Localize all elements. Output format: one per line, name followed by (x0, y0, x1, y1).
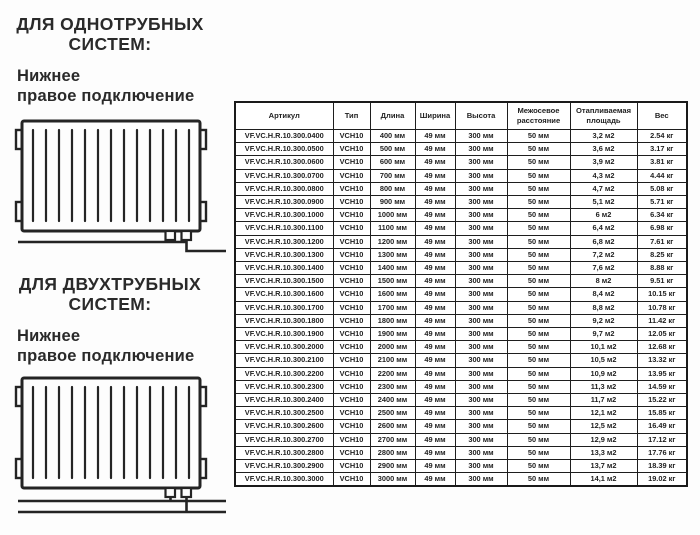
table-row (235, 156, 687, 169)
table-cell: 2500 мм (370, 407, 415, 420)
table-cell: 50 мм (507, 354, 570, 367)
table-cell: 8,8 м2 (570, 301, 637, 314)
table-cell: VF.VC.H.R.10.300.2900 (235, 460, 333, 473)
table-cell: 10,9 м2 (570, 367, 637, 380)
table-cell: 13.32 кг (637, 354, 687, 367)
table-cell: 1300 мм (370, 248, 415, 261)
table-cell: 49 мм (415, 394, 455, 407)
table-cell: VCH10 (333, 433, 370, 446)
table-cell: 6.34 кг (637, 209, 687, 222)
table-row (235, 248, 687, 261)
table-cell: 3.17 кг (637, 143, 687, 156)
table-cell: 300 мм (455, 130, 507, 143)
single-pipe-subtitle (17, 66, 217, 106)
table-cell: VF.VC.H.R.10.300.2300 (235, 380, 333, 393)
table-cell: 50 мм (507, 301, 570, 314)
table-cell: 3000 мм (370, 473, 415, 487)
table-cell: 9,7 м2 (570, 328, 637, 341)
table-row (235, 143, 687, 156)
table-cell: VF.VC.H.R.10.300.1800 (235, 314, 333, 327)
table-cell: VCH10 (333, 182, 370, 195)
table-cell: 7,2 м2 (570, 248, 637, 261)
table-cell: 3.81 кг (637, 156, 687, 169)
table-cell: 300 мм (455, 473, 507, 487)
radiator-diagram-double-pipe (0, 373, 232, 525)
table-cell: VCH10 (333, 460, 370, 473)
table-cell: 300 мм (455, 367, 507, 380)
table-cell: 49 мм (415, 473, 455, 487)
table-cell: 4,7 м2 (570, 182, 637, 195)
table-cell: 300 мм (455, 341, 507, 354)
table-cell: 49 мм (415, 407, 455, 420)
table-cell: 300 мм (455, 143, 507, 156)
table-cell: 49 мм (415, 143, 455, 156)
table-cell: 400 мм (370, 130, 415, 143)
table-cell: VF.VC.H.R.10.300.2600 (235, 420, 333, 433)
table-cell: 300 мм (455, 394, 507, 407)
table-row (235, 341, 687, 354)
table-cell: VF.VC.H.R.10.300.2100 (235, 354, 333, 367)
table-cell: 300 мм (455, 301, 507, 314)
table-cell: 13,3 м2 (570, 446, 637, 459)
table-cell: 18.39 кг (637, 460, 687, 473)
table-cell: 1200 мм (370, 235, 415, 248)
table-cell: 49 мм (415, 380, 455, 393)
table-cell: 600 мм (370, 156, 415, 169)
table-cell: 14,1 м2 (570, 473, 637, 487)
table-cell: 5,1 м2 (570, 196, 637, 209)
table-cell: 50 мм (507, 380, 570, 393)
table-cell: 300 мм (455, 182, 507, 195)
table-cell: 1800 мм (370, 314, 415, 327)
single-pipe-subtitle-line1: Нижнее (17, 67, 81, 85)
table-cell: 7,6 м2 (570, 262, 637, 275)
table-cell: 50 мм (507, 169, 570, 182)
column-header: Ширина (415, 102, 455, 130)
single-pipe-title (5, 14, 215, 54)
table-cell: 50 мм (507, 235, 570, 248)
table-cell: VCH10 (333, 341, 370, 354)
table-row (235, 420, 687, 433)
table-cell: 9,2 м2 (570, 314, 637, 327)
table-cell: 1100 мм (370, 222, 415, 235)
table-cell: 50 мм (507, 143, 570, 156)
table-cell: 12.68 кг (637, 341, 687, 354)
table-cell: 49 мм (415, 301, 455, 314)
table-cell: 300 мм (455, 196, 507, 209)
table-cell: 50 мм (507, 328, 570, 341)
table-cell: 2700 мм (370, 433, 415, 446)
table-cell: 49 мм (415, 328, 455, 341)
table-cell: 17.76 кг (637, 446, 687, 459)
spec-table-head-row (235, 102, 687, 130)
table-cell: 15.22 кг (637, 394, 687, 407)
table-cell: VCH10 (333, 328, 370, 341)
table-row (235, 433, 687, 446)
table-cell: 49 мм (415, 156, 455, 169)
table-cell: VF.VC.H.R.10.300.0500 (235, 143, 333, 156)
double-pipe-subtitle (17, 326, 217, 366)
table-cell: VF.VC.H.R.10.300.1200 (235, 235, 333, 248)
table-cell: VF.VC.H.R.10.300.2000 (235, 341, 333, 354)
table-cell: 300 мм (455, 248, 507, 261)
table-cell: VCH10 (333, 169, 370, 182)
table-cell: 300 мм (455, 433, 507, 446)
table-cell: 17.12 кг (637, 433, 687, 446)
spec-table-body (235, 130, 687, 487)
table-cell: 49 мм (415, 433, 455, 446)
table-cell: VF.VC.H.R.10.300.1500 (235, 275, 333, 288)
table-cell: VF.VC.H.R.10.300.2800 (235, 446, 333, 459)
connection-stub (182, 488, 192, 497)
table-cell: 300 мм (455, 446, 507, 459)
table-cell: 2400 мм (370, 394, 415, 407)
table-cell: 8 м2 (570, 275, 637, 288)
table-cell: VCH10 (333, 446, 370, 459)
table-cell: 9.51 кг (637, 275, 687, 288)
table-cell: 300 мм (455, 222, 507, 235)
table-row (235, 209, 687, 222)
double-pipe-subtitle-line1: Нижнее (17, 327, 81, 345)
table-cell: VCH10 (333, 301, 370, 314)
table-cell: 2000 мм (370, 341, 415, 354)
table-cell: VCH10 (333, 394, 370, 407)
single-pipe-title-line1: ДЛЯ ОДНОТРУБНЫХ (16, 14, 204, 34)
table-cell: VCH10 (333, 209, 370, 222)
table-cell: VF.VC.H.R.10.300.2500 (235, 407, 333, 420)
table-cell: VCH10 (333, 367, 370, 380)
table-cell: 50 мм (507, 314, 570, 327)
table-cell: 50 мм (507, 222, 570, 235)
table-cell: 7.61 кг (637, 235, 687, 248)
table-cell: VCH10 (333, 380, 370, 393)
table-cell: 6.98 кг (637, 222, 687, 235)
table-cell: VF.VC.H.R.10.300.1900 (235, 328, 333, 341)
table-cell: 2600 мм (370, 420, 415, 433)
table-cell: VCH10 (333, 156, 370, 169)
table-cell: VF.VC.H.R.10.300.0900 (235, 196, 333, 209)
column-header: Длина (370, 102, 415, 130)
table-cell: 4,3 м2 (570, 169, 637, 182)
table-cell: 11.42 кг (637, 314, 687, 327)
table-cell: 49 мм (415, 354, 455, 367)
table-cell: 49 мм (415, 130, 455, 143)
table-cell: 14.59 кг (637, 380, 687, 393)
table-cell: 900 мм (370, 196, 415, 209)
table-cell: VCH10 (333, 235, 370, 248)
table-cell: 50 мм (507, 248, 570, 261)
table-cell: 50 мм (507, 341, 570, 354)
table-cell: 50 мм (507, 460, 570, 473)
table-cell: 12,1 м2 (570, 407, 637, 420)
table-cell: 300 мм (455, 328, 507, 341)
table-cell: 2200 мм (370, 367, 415, 380)
table-cell: 2.54 кг (637, 130, 687, 143)
table-cell: 50 мм (507, 262, 570, 275)
table-cell: VF.VC.H.R.10.300.1000 (235, 209, 333, 222)
table-cell: 8.88 кг (637, 262, 687, 275)
table-cell: 800 мм (370, 182, 415, 195)
table-cell: 50 мм (507, 288, 570, 301)
table-cell: 50 мм (507, 130, 570, 143)
table-cell: 50 мм (507, 367, 570, 380)
table-cell: 13.95 кг (637, 367, 687, 380)
table-cell: 10.78 кг (637, 301, 687, 314)
table-cell: VCH10 (333, 314, 370, 327)
table-cell: VF.VC.H.R.10.300.1400 (235, 262, 333, 275)
table-cell: 49 мм (415, 275, 455, 288)
table-cell: VCH10 (333, 196, 370, 209)
table-cell: VF.VC.H.R.10.300.2700 (235, 433, 333, 446)
table-cell: 1600 мм (370, 288, 415, 301)
table-cell: VF.VC.H.R.10.300.0800 (235, 182, 333, 195)
table-cell: 15.85 кг (637, 407, 687, 420)
table-row (235, 394, 687, 407)
table-cell: 300 мм (455, 209, 507, 222)
table-cell: 6,4 м2 (570, 222, 637, 235)
table-cell: 50 мм (507, 209, 570, 222)
table-cell: 50 мм (507, 446, 570, 459)
table-cell: 49 мм (415, 196, 455, 209)
table-cell: VF.VC.H.R.10.300.0400 (235, 130, 333, 143)
table-cell: 50 мм (507, 182, 570, 195)
connection-stub (182, 231, 192, 240)
table-cell: 49 мм (415, 314, 455, 327)
table-cell: 300 мм (455, 235, 507, 248)
table-cell: 1500 мм (370, 275, 415, 288)
table-cell: 1900 мм (370, 328, 415, 341)
table-cell: VF.VC.H.R.10.300.1700 (235, 301, 333, 314)
table-cell: 300 мм (455, 460, 507, 473)
table-cell: VF.VC.H.R.10.300.3000 (235, 473, 333, 487)
table-cell: 12,9 м2 (570, 433, 637, 446)
table-cell: 2300 мм (370, 380, 415, 393)
table-cell: 50 мм (507, 275, 570, 288)
table-cell: 3,6 м2 (570, 143, 637, 156)
table-cell: VF.VC.H.R.10.300.2200 (235, 367, 333, 380)
table-cell: VCH10 (333, 130, 370, 143)
table-cell: VCH10 (333, 248, 370, 261)
table-cell: 49 мм (415, 341, 455, 354)
table-cell: 49 мм (415, 367, 455, 380)
column-header: Артикул (235, 102, 333, 130)
table-cell: VCH10 (333, 262, 370, 275)
table-cell: 49 мм (415, 209, 455, 222)
table-cell: 13,7 м2 (570, 460, 637, 473)
table-cell: 300 мм (455, 420, 507, 433)
connection-stub (166, 488, 176, 497)
table-cell: 300 мм (455, 314, 507, 327)
table-cell: 500 мм (370, 143, 415, 156)
table-row (235, 130, 687, 143)
table-cell: VF.VC.H.R.10.300.1100 (235, 222, 333, 235)
table-cell: 6,8 м2 (570, 235, 637, 248)
table-row (235, 235, 687, 248)
table-cell: 300 мм (455, 288, 507, 301)
table-cell: VCH10 (333, 354, 370, 367)
spec-table-container (234, 101, 688, 487)
table-row (235, 169, 687, 182)
radiator-diagram-single-pipe (0, 116, 232, 264)
table-row (235, 328, 687, 341)
table-row (235, 460, 687, 473)
table-cell: 300 мм (455, 354, 507, 367)
table-cell: 300 мм (455, 156, 507, 169)
table-cell: 12,5 м2 (570, 420, 637, 433)
table-cell: 49 мм (415, 222, 455, 235)
double-pipe-subtitle-line2: правое подключение (17, 347, 195, 365)
table-cell: VF.VC.H.R.10.300.1300 (235, 248, 333, 261)
table-row (235, 446, 687, 459)
table-cell: 10.15 кг (637, 288, 687, 301)
table-cell: VCH10 (333, 420, 370, 433)
table-cell: 1700 мм (370, 301, 415, 314)
table-cell: 10,5 м2 (570, 354, 637, 367)
single-pipe-subtitle-line2: правое подключение (17, 87, 195, 105)
double-pipe-title-line2: СИСТЕМ: (68, 294, 152, 314)
table-cell: 5.71 кг (637, 196, 687, 209)
table-cell: 5.08 кг (637, 182, 687, 195)
double-pipe-title (5, 274, 215, 314)
table-cell: 50 мм (507, 196, 570, 209)
table-cell: 50 мм (507, 473, 570, 487)
table-row (235, 222, 687, 235)
table-cell: VCH10 (333, 222, 370, 235)
table-cell: 50 мм (507, 407, 570, 420)
table-row (235, 288, 687, 301)
table-cell: 50 мм (507, 420, 570, 433)
pipe-line (18, 242, 226, 251)
table-cell: 16.49 кг (637, 420, 687, 433)
table-row (235, 354, 687, 367)
table-cell: 49 мм (415, 169, 455, 182)
column-header: Вес (637, 102, 687, 130)
single-pipe-title-line2: СИСТЕМ: (68, 34, 152, 54)
table-cell: VF.VC.H.R.10.300.2400 (235, 394, 333, 407)
table-cell: 12.05 кг (637, 328, 687, 341)
table-cell: 19.02 кг (637, 473, 687, 487)
table-row (235, 301, 687, 314)
table-cell: 3,2 м2 (570, 130, 637, 143)
connection-stub (166, 231, 176, 240)
table-row (235, 182, 687, 195)
table-cell: 10,1 м2 (570, 341, 637, 354)
table-cell: 49 мм (415, 460, 455, 473)
table-row (235, 314, 687, 327)
table-cell: 700 мм (370, 169, 415, 182)
table-cell: 49 мм (415, 446, 455, 459)
table-cell: 11,3 м2 (570, 380, 637, 393)
table-row (235, 367, 687, 380)
column-header: Отапливаемая площадь (570, 102, 637, 130)
table-cell: VF.VC.H.R.10.300.0600 (235, 156, 333, 169)
table-cell: 49 мм (415, 420, 455, 433)
table-row (235, 473, 687, 487)
table-cell: 1400 мм (370, 262, 415, 275)
table-cell: VF.VC.H.R.10.300.1600 (235, 288, 333, 301)
double-pipe-title-line1: ДЛЯ ДВУХТРУБНЫХ (18, 274, 202, 294)
table-cell: 49 мм (415, 235, 455, 248)
table-cell: 50 мм (507, 156, 570, 169)
table-cell: VF.VC.H.R.10.300.0700 (235, 169, 333, 182)
table-cell: 2100 мм (370, 354, 415, 367)
table-cell: 4.44 кг (637, 169, 687, 182)
table-cell: 300 мм (455, 407, 507, 420)
table-cell: 6 м2 (570, 209, 637, 222)
column-header: Высота (455, 102, 507, 130)
table-cell: VCH10 (333, 473, 370, 487)
table-cell: 8.25 кг (637, 248, 687, 261)
diagram-panel (0, 0, 232, 535)
table-cell: 50 мм (507, 394, 570, 407)
table-cell: 49 мм (415, 182, 455, 195)
table-cell: VCH10 (333, 288, 370, 301)
table-cell: 49 мм (415, 262, 455, 275)
table-cell: 8,4 м2 (570, 288, 637, 301)
table-cell: 2900 мм (370, 460, 415, 473)
table-row (235, 407, 687, 420)
table-row (235, 196, 687, 209)
table-cell: VCH10 (333, 407, 370, 420)
table-cell: 49 мм (415, 248, 455, 261)
table-row (235, 262, 687, 275)
table-cell: 300 мм (455, 262, 507, 275)
table-cell: 1000 мм (370, 209, 415, 222)
table-cell: 11,7 м2 (570, 394, 637, 407)
column-header: Межосевое расстояние (507, 102, 570, 130)
column-header: Тип (333, 102, 370, 130)
table-cell: 2800 мм (370, 446, 415, 459)
table-cell: 300 мм (455, 169, 507, 182)
spec-table (234, 101, 688, 487)
table-row (235, 380, 687, 393)
table-cell: VCH10 (333, 275, 370, 288)
table-cell: 300 мм (455, 380, 507, 393)
table-cell: 300 мм (455, 275, 507, 288)
table-row (235, 275, 687, 288)
table-cell: VCH10 (333, 143, 370, 156)
table-cell: 3,9 м2 (570, 156, 637, 169)
table-cell: 50 мм (507, 433, 570, 446)
table-cell: 49 мм (415, 288, 455, 301)
